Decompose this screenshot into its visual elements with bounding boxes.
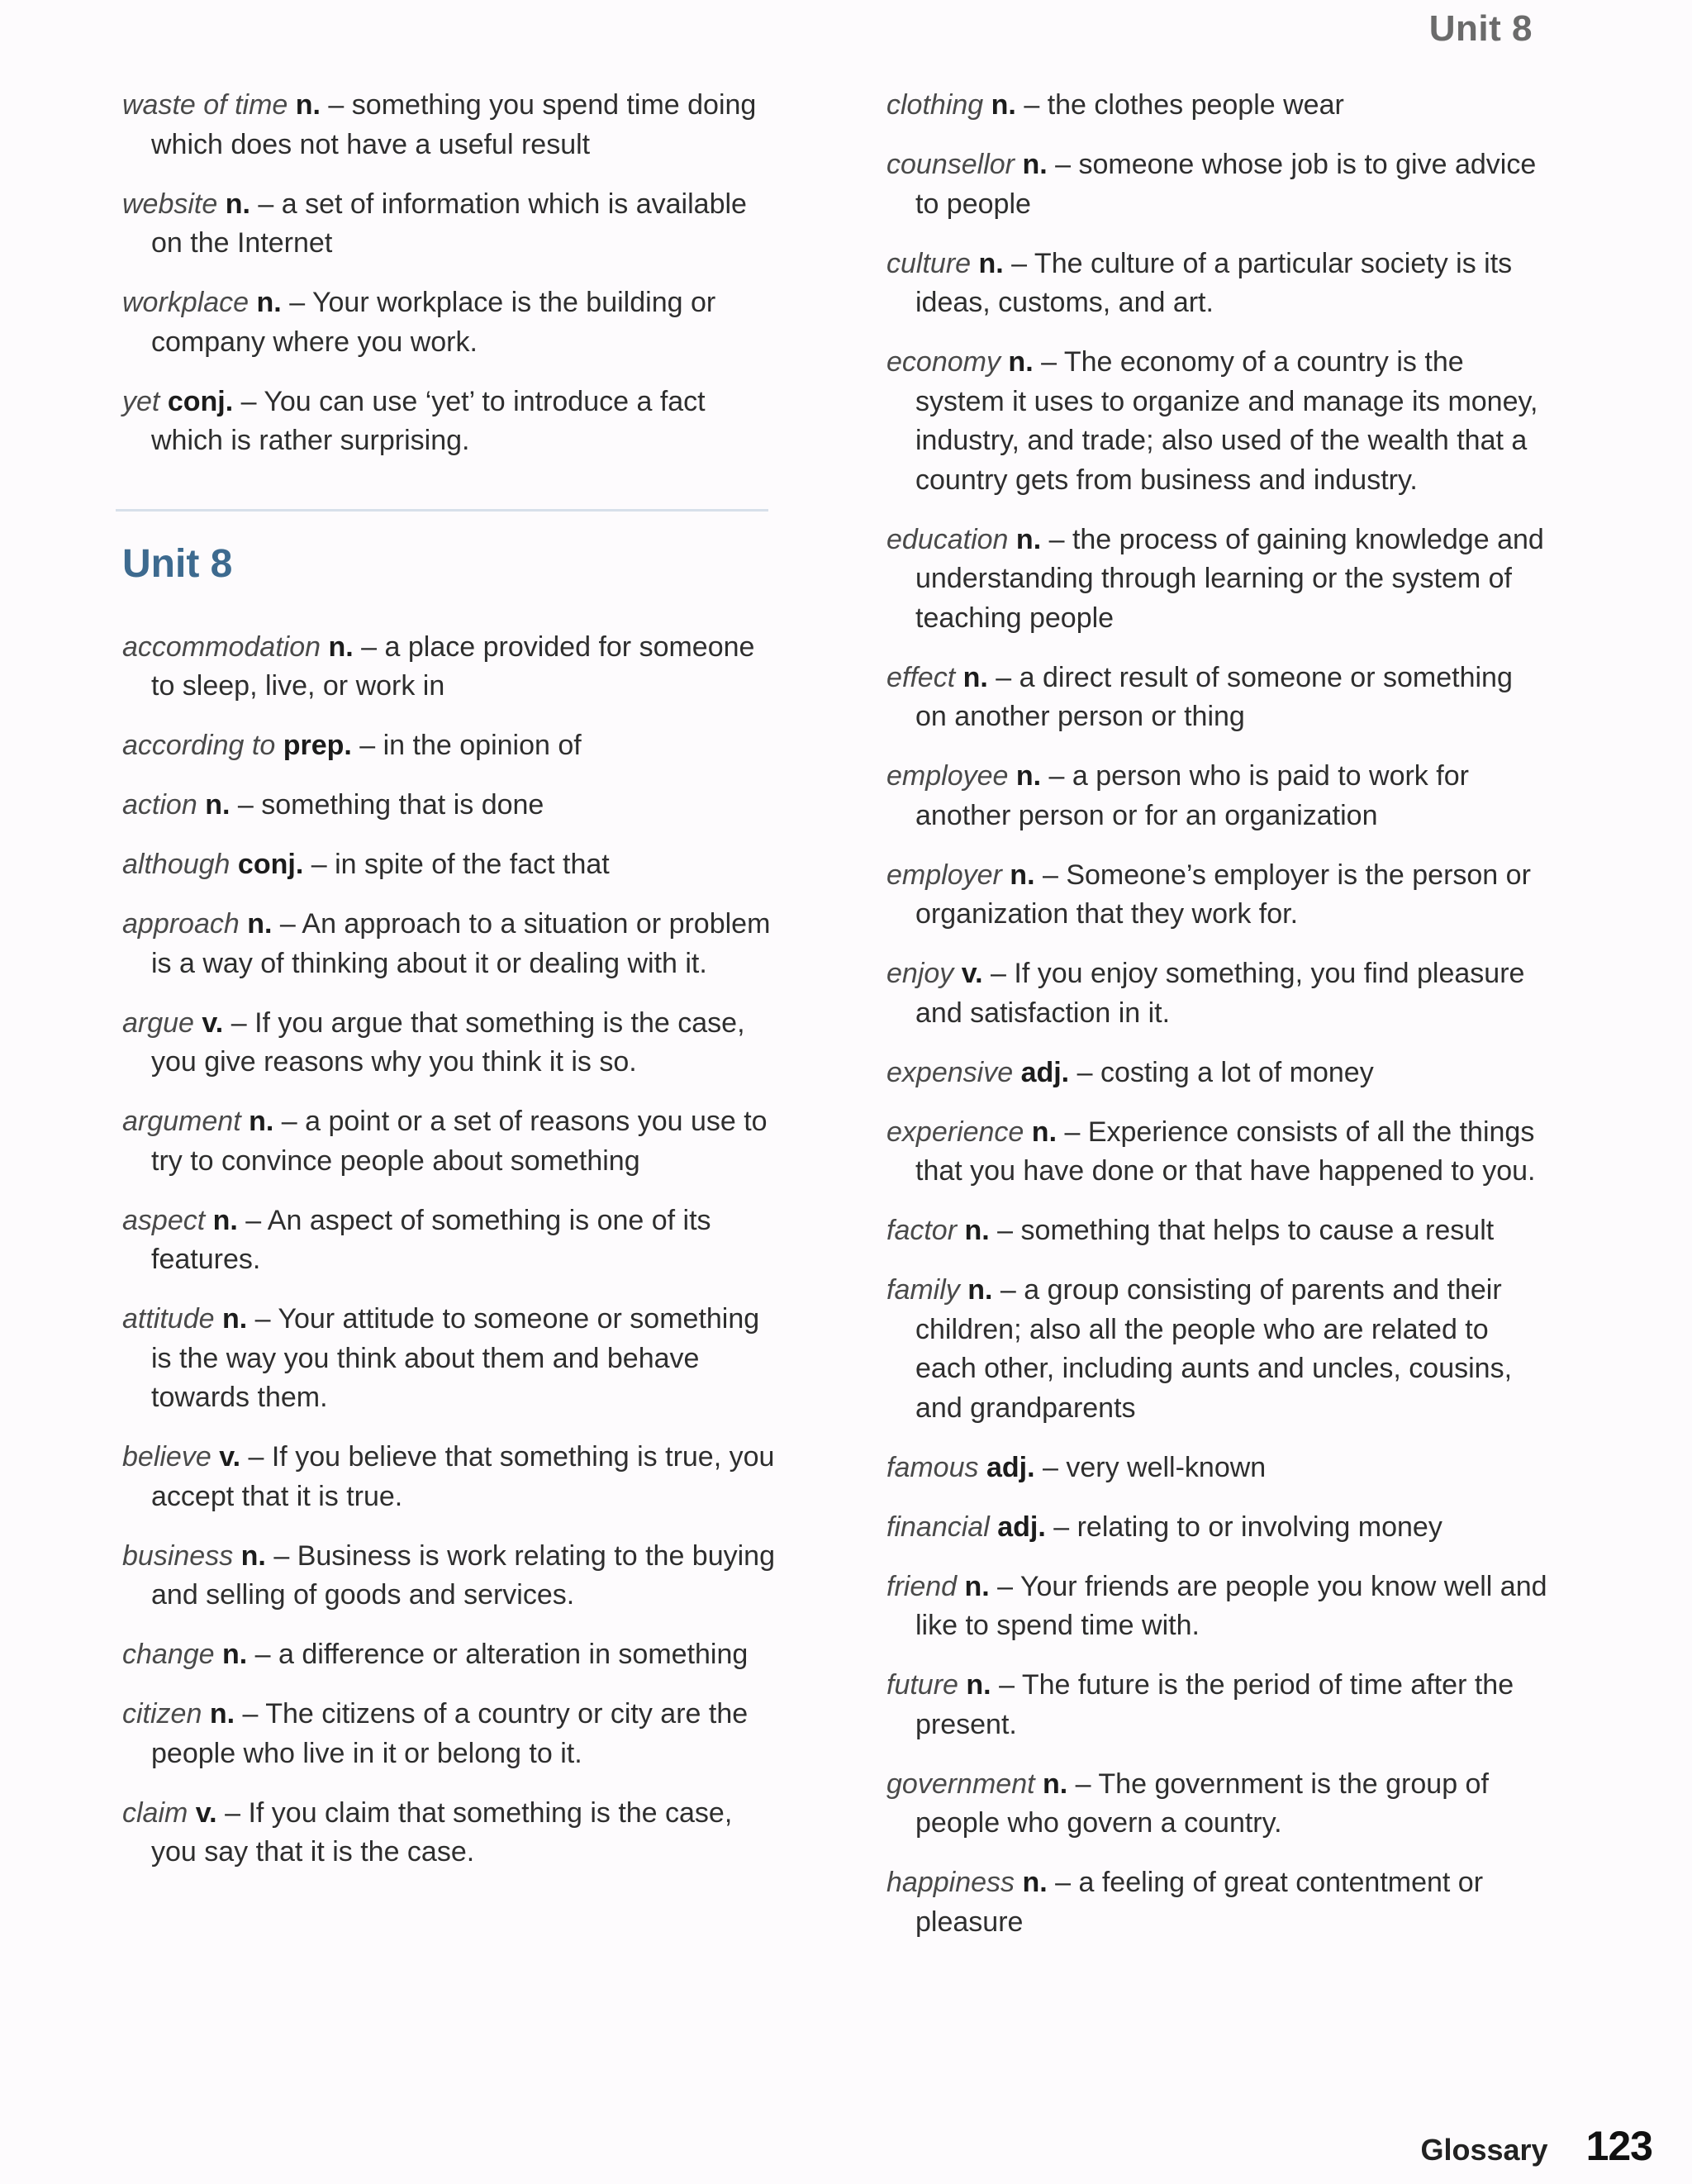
- glossary-entry: website n. – a set of information which is available on the Internet: [122, 188, 747, 259]
- entry-headword: factor: [886, 1215, 958, 1246]
- entry-headword: action: [122, 789, 197, 821]
- entry-headword: attitude: [122, 1303, 215, 1335]
- entry-definition: You can use ‘yet’ to introduce a fact which is rather surprising.: [151, 385, 706, 456]
- entry-part-of-speech: n.: [1022, 1867, 1048, 1898]
- entry-part-of-speech: n.: [249, 1106, 274, 1137]
- entries-right: [886, 86, 1547, 1942]
- entry-definition: The future is the period of time after the present.: [915, 1669, 1514, 1740]
- entry-definition: Business is work relating to the buying and selling of goods and services.: [151, 1539, 775, 1611]
- glossary-entry: although conj. – in spite of the fact that: [122, 849, 610, 880]
- entry-headword: approach: [122, 908, 240, 940]
- page-number: 123: [1585, 2123, 1652, 2169]
- entry-part-of-speech: n.: [209, 1698, 235, 1730]
- left-column: [122, 86, 775, 1892]
- entry-definition: the process of gaining knowledge and understanding through learning or the system of teaching people: [915, 523, 1544, 634]
- entry-part-of-speech: v.: [195, 1796, 217, 1829]
- entry-definition: a point or a set of reasons you use to try to convince people about something: [151, 1106, 768, 1177]
- entry-headword: counsellor: [886, 149, 1015, 180]
- entry-headword: business: [122, 1539, 234, 1572]
- entry-definition: a person who is paid to work for another person or for an organization: [915, 760, 1469, 831]
- right-column: [886, 86, 1547, 1963]
- entry-headword: future: [886, 1669, 958, 1701]
- entry-part-of-speech: n.: [1031, 1116, 1058, 1148]
- entry-part-of-speech: n.: [1008, 346, 1034, 378]
- glossary-entry: aspect n. – An aspect of something is one of its features.: [122, 1204, 711, 1275]
- entry-part-of-speech: adj.: [986, 1451, 1035, 1483]
- entry-headword: financial: [886, 1511, 990, 1543]
- entry-definition: If you claim that something is the case, you say that it is the case.: [151, 1796, 733, 1868]
- entry-definition: a direct result of someone or something on another person or thing: [915, 661, 1513, 732]
- entry-definition: something you spend time doing which does not have a useful result: [151, 89, 757, 160]
- glossary-entry: citizen n. – The citizens of a country or city are the people who live in it or belong to it.: [122, 1698, 749, 1769]
- entry-definition: something that is done: [261, 789, 544, 821]
- section-divider: [116, 509, 768, 512]
- glossary-entry: family n. – a group consisting of parents and their children; also all the people who are related to each other, including aunts and uncles, cousins, and grandparents: [886, 1274, 1513, 1424]
- entry-definition: Someone’s employer is the person or organization that they work for.: [915, 859, 1531, 930]
- entry-definition: in spite of the fact that: [335, 849, 610, 880]
- entry-definition: costing a lot of money: [1100, 1056, 1374, 1088]
- entry-part-of-speech: adj.: [997, 1511, 1046, 1543]
- entry-definition: The citizens of a country or city are the people who live in it or belong to it.: [151, 1698, 749, 1769]
- entry-definition: If you argue that something is the case, you give reasons why you think it is so.: [151, 1006, 745, 1078]
- entry-part-of-speech: n.: [967, 1274, 993, 1306]
- glossary-entry: factor n. – something that helps to cause a result: [886, 1215, 1495, 1246]
- entry-headword: argument: [122, 1106, 241, 1137]
- entry-definition: Experience consists of all the things that you have done or that have happened to you.: [915, 1116, 1536, 1187]
- entry-definition: Your attitude to someone or something is the way you think about them and behave towards them.: [151, 1303, 760, 1413]
- glossary-entry: argue v. – If you argue that something is the case, you give reasons why you think it is so.: [122, 1006, 745, 1078]
- glossary-entry: employee n. – a person who is paid to work for another person or for an organization: [886, 760, 1469, 831]
- glossary-entry: famous adj. – very well-known: [886, 1451, 1267, 1483]
- entry-definition: the clothes people wear: [1047, 89, 1344, 121]
- entry-headword: change: [122, 1639, 215, 1670]
- entry-part-of-speech: n.: [1015, 760, 1042, 792]
- glossary-entry: friend n. – Your friends are people you know well and like to spend time with.: [886, 1570, 1547, 1641]
- entry-headword: education: [886, 523, 1009, 555]
- page-footer: [1420, 2122, 1652, 2170]
- glossary-entry: attitude n. – Your attitude to someone or something is the way you think about them and behave towards them.: [122, 1303, 760, 1413]
- glossary-entry: change n. – a difference or alteration in something: [122, 1639, 749, 1670]
- entry-headword: waste of time: [122, 89, 288, 121]
- entry-headword: happiness: [886, 1867, 1015, 1898]
- entry-part-of-speech: n.: [978, 247, 1004, 279]
- entry-headword: according to: [122, 730, 276, 761]
- entry-headword: famous: [886, 1451, 979, 1483]
- glossary-entry: accommodation n. – a place provided for someone to sleep, live, or work in: [122, 630, 755, 702]
- entry-definition: The culture of a particular society is its ideas, customs, and art.: [915, 247, 1513, 318]
- entries-top: [122, 86, 775, 461]
- entry-headword: culture: [886, 247, 972, 279]
- entry-headword: enjoy: [886, 958, 954, 989]
- glossary-entry: workplace n. – Your workplace is the building or company where you work.: [122, 287, 716, 358]
- entry-part-of-speech: n.: [1010, 859, 1035, 891]
- entry-part-of-speech: n.: [1015, 523, 1042, 555]
- glossary-entry: claim v. – If you claim that something is the case, you say that it is the case.: [122, 1796, 733, 1868]
- entry-headword: argue: [122, 1006, 194, 1039]
- entry-part-of-speech: n.: [222, 1639, 248, 1670]
- glossary-entry: culture n. – The culture of a particular society is its ideas, customs, and art.: [886, 247, 1513, 318]
- entry-definition: a set of information which is available on the Internet: [151, 188, 747, 259]
- entry-part-of-speech: v.: [202, 1006, 224, 1039]
- glossary-entry: approach n. – An approach to a situation or problem is a way of thinking about it or dealing with it.: [122, 908, 771, 979]
- glossary-entry: enjoy v. – If you enjoy something, you find pleasure and satisfaction in it.: [886, 958, 1525, 1029]
- entry-part-of-speech: n.: [240, 1539, 266, 1572]
- entry-headword: aspect: [122, 1204, 206, 1236]
- entry-part-of-speech: n.: [966, 1669, 991, 1701]
- entry-definition: If you believe that something is true, you accept that it is true.: [151, 1441, 775, 1512]
- entry-definition: An approach to a situation or problem is a way of thinking about it or dealing with it.: [151, 908, 771, 979]
- entry-part-of-speech: n.: [205, 789, 231, 821]
- entry-part-of-speech: conj.: [237, 849, 304, 880]
- entry-part-of-speech: prep.: [283, 730, 352, 761]
- entry-headword: claim: [122, 1796, 188, 1829]
- glossary-entry: according to prep. – in the opinion of: [122, 730, 582, 761]
- entry-definition: a group consisting of parents and their children; also all the people who are related to each other, including aunts and uncles, cousins, and grandparents: [915, 1274, 1513, 1424]
- entry-definition: If you enjoy something, you find pleasure and satisfaction in it.: [915, 958, 1525, 1029]
- entry-part-of-speech: v.: [961, 958, 983, 989]
- entry-part-of-speech: n.: [991, 89, 1016, 121]
- entry-definition: a feeling of great contentment or pleasure: [915, 1867, 1484, 1938]
- entry-definition: Your workplace is the building or company where you work.: [151, 287, 716, 358]
- entry-part-of-speech: n.: [1022, 149, 1048, 180]
- entry-part-of-speech: n.: [328, 630, 354, 663]
- entry-definition: something that helps to cause a result: [1020, 1215, 1495, 1246]
- entry-definition: relating to or involving money: [1077, 1511, 1442, 1543]
- entry-definition: a place provided for someone to sleep, live, or work in: [151, 630, 755, 702]
- glossary-entry: action n. – something that is done: [122, 789, 544, 821]
- entry-headword: friend: [886, 1570, 958, 1602]
- glossary-entry: waste of time n. – something you spend time doing which does not have a useful result: [122, 89, 757, 160]
- entry-part-of-speech: v.: [219, 1441, 241, 1473]
- entry-headword: believe: [122, 1441, 212, 1473]
- glossary-entry: government n. – The government is the group of people who govern a country.: [886, 1768, 1489, 1839]
- entry-headword: citizen: [122, 1698, 202, 1730]
- entry-definition: An aspect of something is one of its features.: [151, 1204, 711, 1275]
- glossary-entry: effect n. – a direct result of someone or something on another person or thing: [886, 661, 1513, 732]
- footer-label: Glossary: [1420, 2133, 1548, 2167]
- entry-part-of-speech: n.: [1043, 1768, 1068, 1800]
- entry-definition: The government is the group of people who govern a country.: [915, 1768, 1489, 1839]
- glossary-entry: yet conj. – You can use ‘yet’ to introduce a fact which is rather surprising.: [122, 385, 706, 456]
- glossary-entry: counsellor n. – someone whose job is to give advice to people: [886, 149, 1537, 220]
- entry-headword: yet: [122, 385, 160, 417]
- entry-headword: employer: [886, 859, 1002, 891]
- entries-bottom: [122, 628, 775, 1872]
- glossary-entry: believe v. – If you believe that something is true, you accept that it is true.: [122, 1441, 775, 1512]
- glossary-entry: economy n. – The economy of a country is the system it uses to organize and manage its money, industry, and trade; also used of the wealth that a country gets from business and industry.: [886, 346, 1538, 496]
- entry-definition: Your friends are people you know well and like to spend time with.: [915, 1570, 1547, 1641]
- glossary-entry: financial adj. – relating to or involving money: [886, 1511, 1442, 1543]
- glossary-entry: business n. – Business is work relating to the buying and selling of goods and services.: [122, 1539, 775, 1611]
- entry-part-of-speech: n.: [212, 1204, 238, 1236]
- glossary-entry: education n. – the process of gaining knowledge and understanding through learning or the system of teaching people: [886, 523, 1544, 634]
- glossary-entry: clothing n. – the clothes people wear: [886, 89, 1344, 121]
- entry-headword: government: [886, 1768, 1035, 1800]
- entry-headword: website: [122, 188, 218, 220]
- entry-definition: a difference or alteration in something: [278, 1639, 749, 1670]
- entry-part-of-speech: adj.: [1020, 1056, 1070, 1088]
- entry-part-of-speech: n.: [962, 661, 988, 693]
- entry-headword: effect: [886, 661, 956, 693]
- section-heading: Unit 8: [122, 541, 233, 586]
- entry-headword: expensive: [886, 1056, 1014, 1088]
- glossary-entry: expensive adj. – costing a lot of money: [886, 1056, 1374, 1088]
- glossary-entry: happiness n. – a feeling of great contentment or pleasure: [886, 1867, 1484, 1938]
- entry-headword: economy: [886, 346, 1000, 378]
- entry-headword: family: [886, 1274, 960, 1306]
- entry-definition: in the opinion of: [383, 730, 582, 761]
- entry-definition: The economy of a country is the system it uses to organize and manage its money, industry, and trade; also used of the wealth that a country gets from business and industry.: [915, 346, 1538, 496]
- glossary-entry: argument n. – a point or a set of reasons you use to try to convince people about something: [122, 1106, 768, 1177]
- glossary-entry: employer n. – Someone’s employer is the person or organization that they work for.: [886, 859, 1531, 930]
- entry-part-of-speech: n.: [295, 89, 321, 121]
- entry-headword: workplace: [122, 287, 250, 318]
- entry-part-of-speech: n.: [256, 287, 282, 318]
- entry-part-of-speech: n.: [225, 188, 250, 220]
- entry-part-of-speech: n.: [964, 1570, 990, 1602]
- entry-definition: very well-known: [1066, 1451, 1267, 1483]
- entry-headword: accommodation: [122, 630, 321, 663]
- entry-definition: someone whose job is to give advice to people: [915, 149, 1537, 220]
- entry-part-of-speech: n.: [247, 908, 273, 940]
- entry-headword: experience: [886, 1116, 1024, 1148]
- entry-headword: clothing: [886, 89, 984, 121]
- running-head: Unit 8: [1428, 8, 1533, 49]
- entry-part-of-speech: conj.: [167, 385, 234, 417]
- entry-part-of-speech: n.: [964, 1215, 990, 1246]
- glossary-entry: future n. – The future is the period of time after the present.: [886, 1669, 1514, 1740]
- entry-part-of-speech: n.: [221, 1303, 248, 1335]
- entry-headword: although: [122, 849, 231, 880]
- glossary-entry: experience n. – Experience consists of all the things that you have done or that have happened to you.: [886, 1116, 1536, 1187]
- entry-headword: employee: [886, 760, 1009, 792]
